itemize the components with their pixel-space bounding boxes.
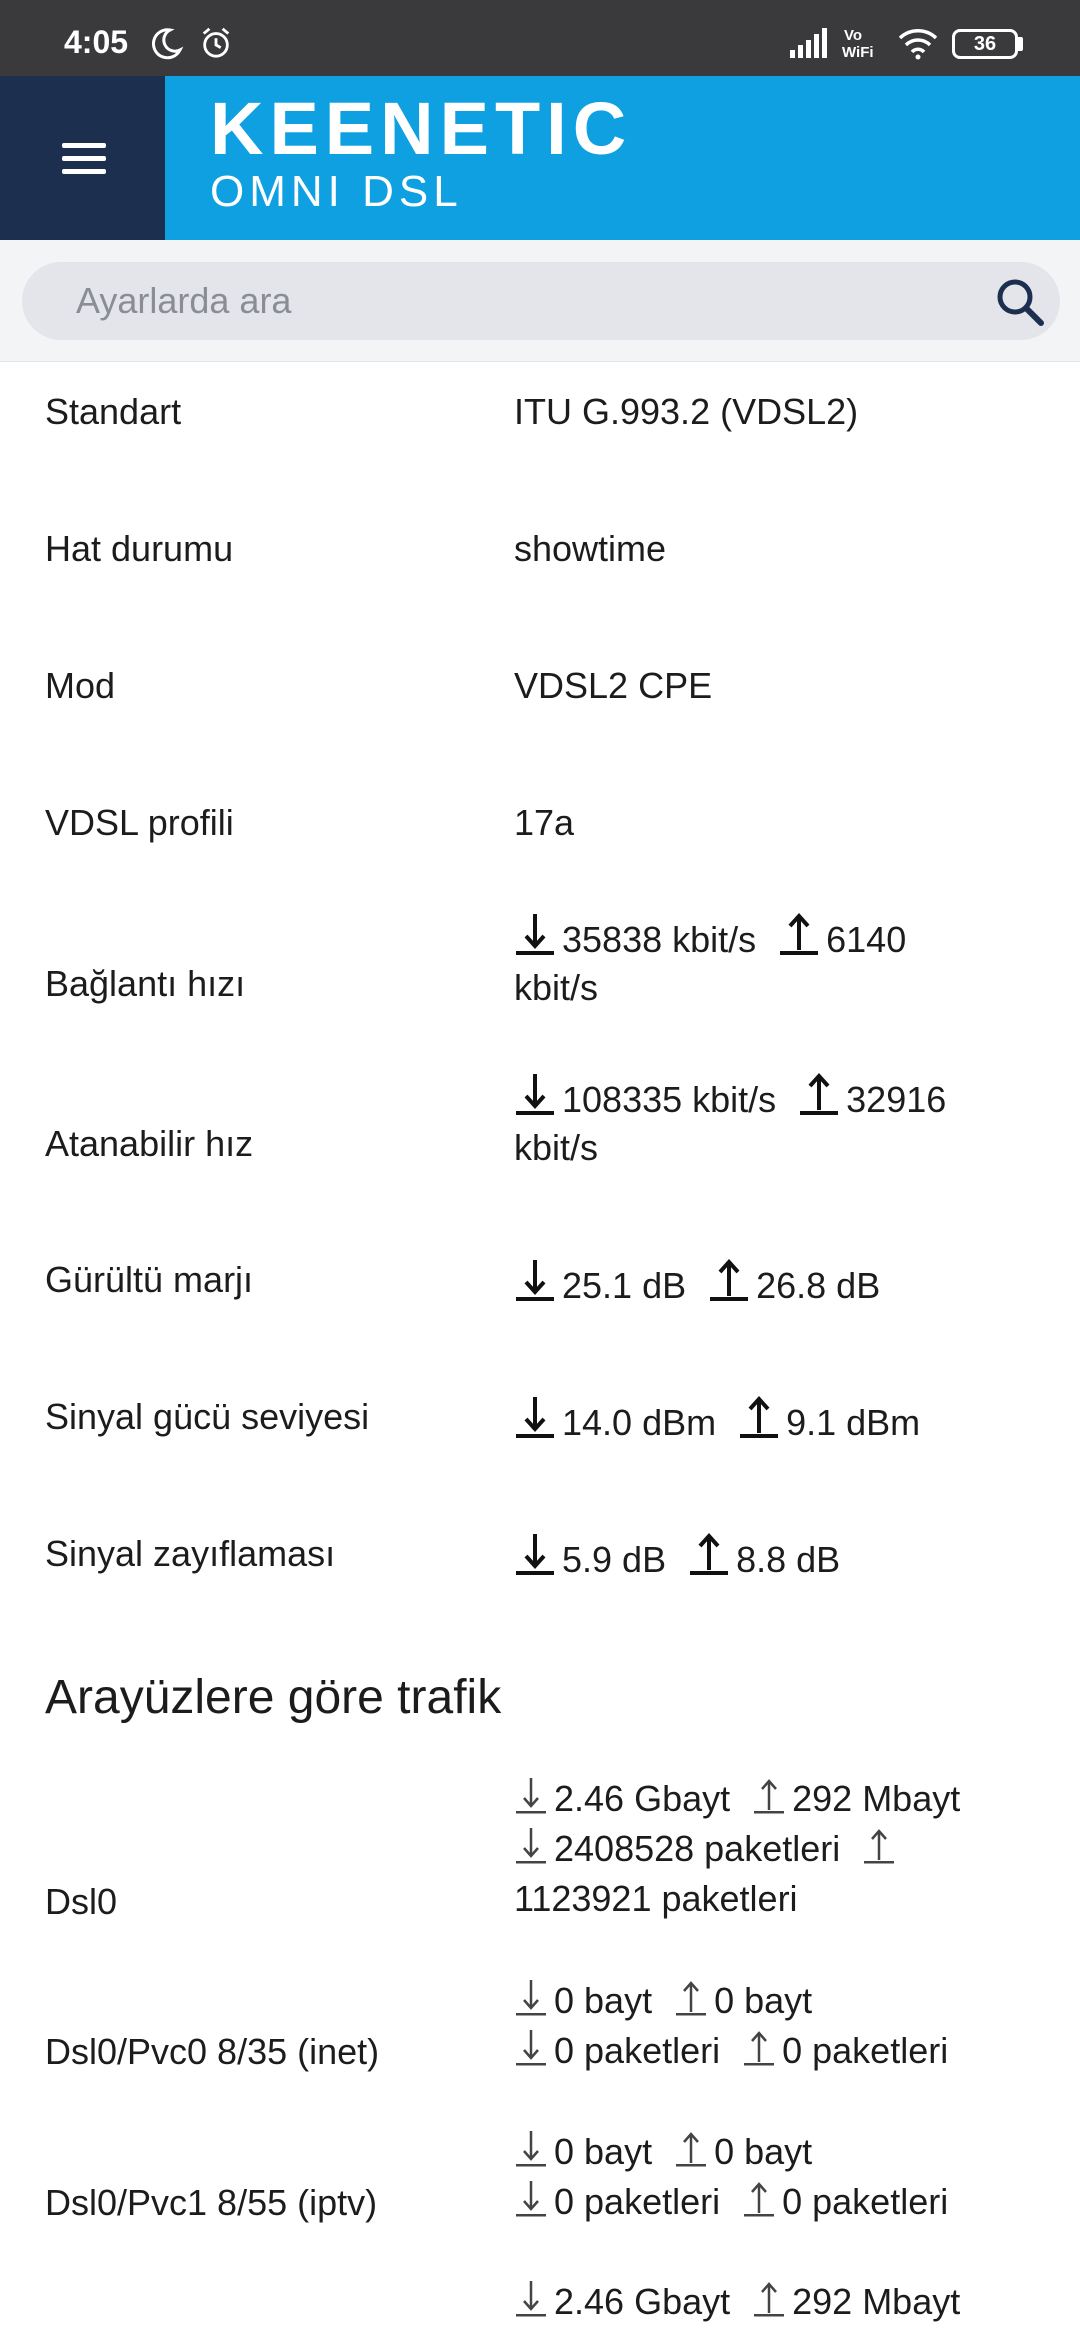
row-label: Standart bbox=[45, 391, 182, 432]
row-value bbox=[514, 1530, 1034, 1584]
download-arrow-icon bbox=[514, 1530, 556, 1576]
search-icon[interactable] bbox=[994, 276, 1046, 328]
upload-thin-arrow-icon bbox=[674, 2128, 708, 2168]
battery-tip bbox=[1018, 37, 1023, 51]
rx-packets: 0 paketleri bbox=[554, 2030, 721, 2071]
signal-power-down: 14.0 dBm bbox=[562, 1402, 717, 1443]
row-label: VDSL profili bbox=[45, 802, 234, 843]
link-speed-up-unit: kbit/s bbox=[514, 967, 599, 1008]
download-arrow-icon bbox=[514, 1256, 556, 1302]
row-value: VDSL2 CPE bbox=[514, 665, 713, 706]
upload-thin-arrow-icon bbox=[752, 1775, 786, 1815]
tx-bytes: 0 bayt bbox=[714, 2131, 813, 2172]
upload-thin-arrow-icon bbox=[742, 2027, 776, 2067]
search-bar bbox=[0, 240, 1080, 362]
rx-packets: 2408528 paketleri bbox=[554, 1828, 841, 1869]
interface-traffic bbox=[514, 2127, 1034, 2227]
brand-logo bbox=[210, 87, 633, 216]
tx-packets: 0 paketleri bbox=[782, 2181, 949, 2222]
upload-arrow-icon bbox=[738, 1393, 780, 1439]
upload-thin-arrow-icon bbox=[742, 2178, 776, 2218]
signal-power-up: 9.1 dBm bbox=[786, 1402, 921, 1443]
download-arrow-icon bbox=[514, 1070, 556, 1116]
status-time: 4:05 bbox=[64, 24, 129, 60]
interface-traffic bbox=[514, 2277, 1034, 2327]
cellular-signal-icon bbox=[788, 26, 828, 60]
download-thin-arrow-icon bbox=[514, 2178, 548, 2218]
row-label: Bağlantı hızı bbox=[45, 963, 246, 1004]
menu-button[interactable] bbox=[0, 76, 165, 240]
attainable-speed-up: 32916 bbox=[846, 1079, 947, 1120]
alarm-clock-icon bbox=[198, 26, 234, 60]
upload-thin-arrow-icon bbox=[674, 1977, 708, 2017]
upload-arrow-icon bbox=[778, 910, 820, 956]
brand-model: OMNI DSL bbox=[210, 166, 463, 216]
battery-level: 36 bbox=[973, 33, 997, 55]
rx-bytes: 2.46 Gbayt bbox=[554, 2281, 731, 2322]
interface-traffic bbox=[514, 1774, 1034, 1924]
app-header bbox=[0, 76, 1080, 240]
interface-name: Dsl0 bbox=[45, 1881, 118, 1922]
tx-bytes: 292 Mbayt bbox=[792, 2281, 961, 2322]
row-value bbox=[514, 1256, 1034, 1310]
hamburger-icon bbox=[62, 143, 106, 148]
row-label: Sinyal zayıflaması bbox=[45, 1533, 336, 1574]
wifi-icon bbox=[896, 26, 940, 60]
upload-arrow-icon bbox=[798, 1070, 840, 1116]
link-speed-down: 35838 kbit/s bbox=[562, 919, 757, 960]
hamburger-icon-bar bbox=[62, 156, 106, 161]
battery-indicator bbox=[952, 29, 1018, 59]
search-box bbox=[22, 262, 1060, 340]
download-thin-arrow-icon bbox=[514, 1775, 548, 1815]
download-thin-arrow-icon bbox=[514, 2278, 548, 2318]
rx-bytes: 0 bayt bbox=[554, 1980, 653, 2021]
tx-bytes: 292 Mbayt bbox=[792, 1778, 961, 1819]
tx-packets: 1123921 paketleri bbox=[514, 1878, 798, 1919]
search-input[interactable] bbox=[76, 262, 976, 340]
attenuation-down: 5.9 dB bbox=[562, 1539, 667, 1580]
upload-thin-arrow-icon bbox=[862, 1825, 896, 1865]
brand-name: KEENETIC bbox=[210, 87, 633, 170]
download-thin-arrow-icon bbox=[514, 1977, 548, 2017]
do-not-disturb-moon-icon bbox=[150, 26, 184, 60]
interface-name: Dsl0/Pvc1 8/55 (iptv) bbox=[45, 2182, 378, 2223]
download-thin-arrow-icon bbox=[514, 2027, 548, 2067]
row-value: showtime bbox=[514, 528, 667, 569]
interface-traffic bbox=[514, 1976, 1034, 2076]
svg-text:WiFi: WiFi bbox=[842, 44, 874, 60]
row-value: ITU G.993.2 (VDSL2) bbox=[514, 391, 859, 432]
rx-bytes: 0 bayt bbox=[554, 2131, 653, 2172]
attainable-speed-up-unit: kbit/s bbox=[514, 1127, 599, 1168]
upload-thin-arrow-icon bbox=[752, 2278, 786, 2318]
download-arrow-icon bbox=[514, 910, 556, 956]
link-speed-up: 6140 bbox=[826, 919, 907, 960]
tx-packets: 0 paketleri bbox=[782, 2030, 949, 2071]
attainable-speed-down: 108335 kbit/s bbox=[562, 1079, 777, 1120]
row-label: Hat durumu bbox=[45, 528, 234, 569]
noise-margin-down: 25.1 dB bbox=[562, 1265, 687, 1306]
rx-packets: 0 paketleri bbox=[554, 2181, 721, 2222]
row-value bbox=[514, 1070, 1034, 1172]
row-label: Gürültü marjı bbox=[45, 1259, 254, 1300]
tx-bytes: 0 bayt bbox=[714, 1980, 813, 2021]
svg-text:Vo: Vo bbox=[844, 27, 863, 44]
row-value: 17a bbox=[514, 802, 575, 843]
upload-arrow-icon bbox=[688, 1530, 730, 1576]
attenuation-up: 8.8 dB bbox=[736, 1539, 841, 1580]
status-bar bbox=[0, 0, 1080, 76]
download-thin-arrow-icon bbox=[514, 1825, 548, 1865]
row-value bbox=[514, 1393, 1034, 1447]
row-value bbox=[514, 910, 1034, 1012]
download-thin-arrow-icon bbox=[514, 2128, 548, 2168]
row-label: Mod bbox=[45, 665, 116, 706]
vowifi-icon bbox=[842, 26, 882, 60]
rx-bytes: 2.46 Gbayt bbox=[554, 1778, 731, 1819]
download-arrow-icon bbox=[514, 1393, 556, 1439]
row-label: Atanabilir hız bbox=[45, 1123, 254, 1164]
interface-name: Dsl0/Pvc0 8/35 (inet) bbox=[45, 2031, 380, 2072]
hamburger-icon-bar bbox=[62, 169, 106, 174]
section-title-traffic: Arayüzlere göre trafik bbox=[45, 1671, 502, 1724]
noise-margin-up: 26.8 dB bbox=[756, 1265, 881, 1306]
upload-arrow-icon bbox=[708, 1256, 750, 1302]
row-label: Sinyal gücü seviyesi bbox=[45, 1396, 370, 1437]
